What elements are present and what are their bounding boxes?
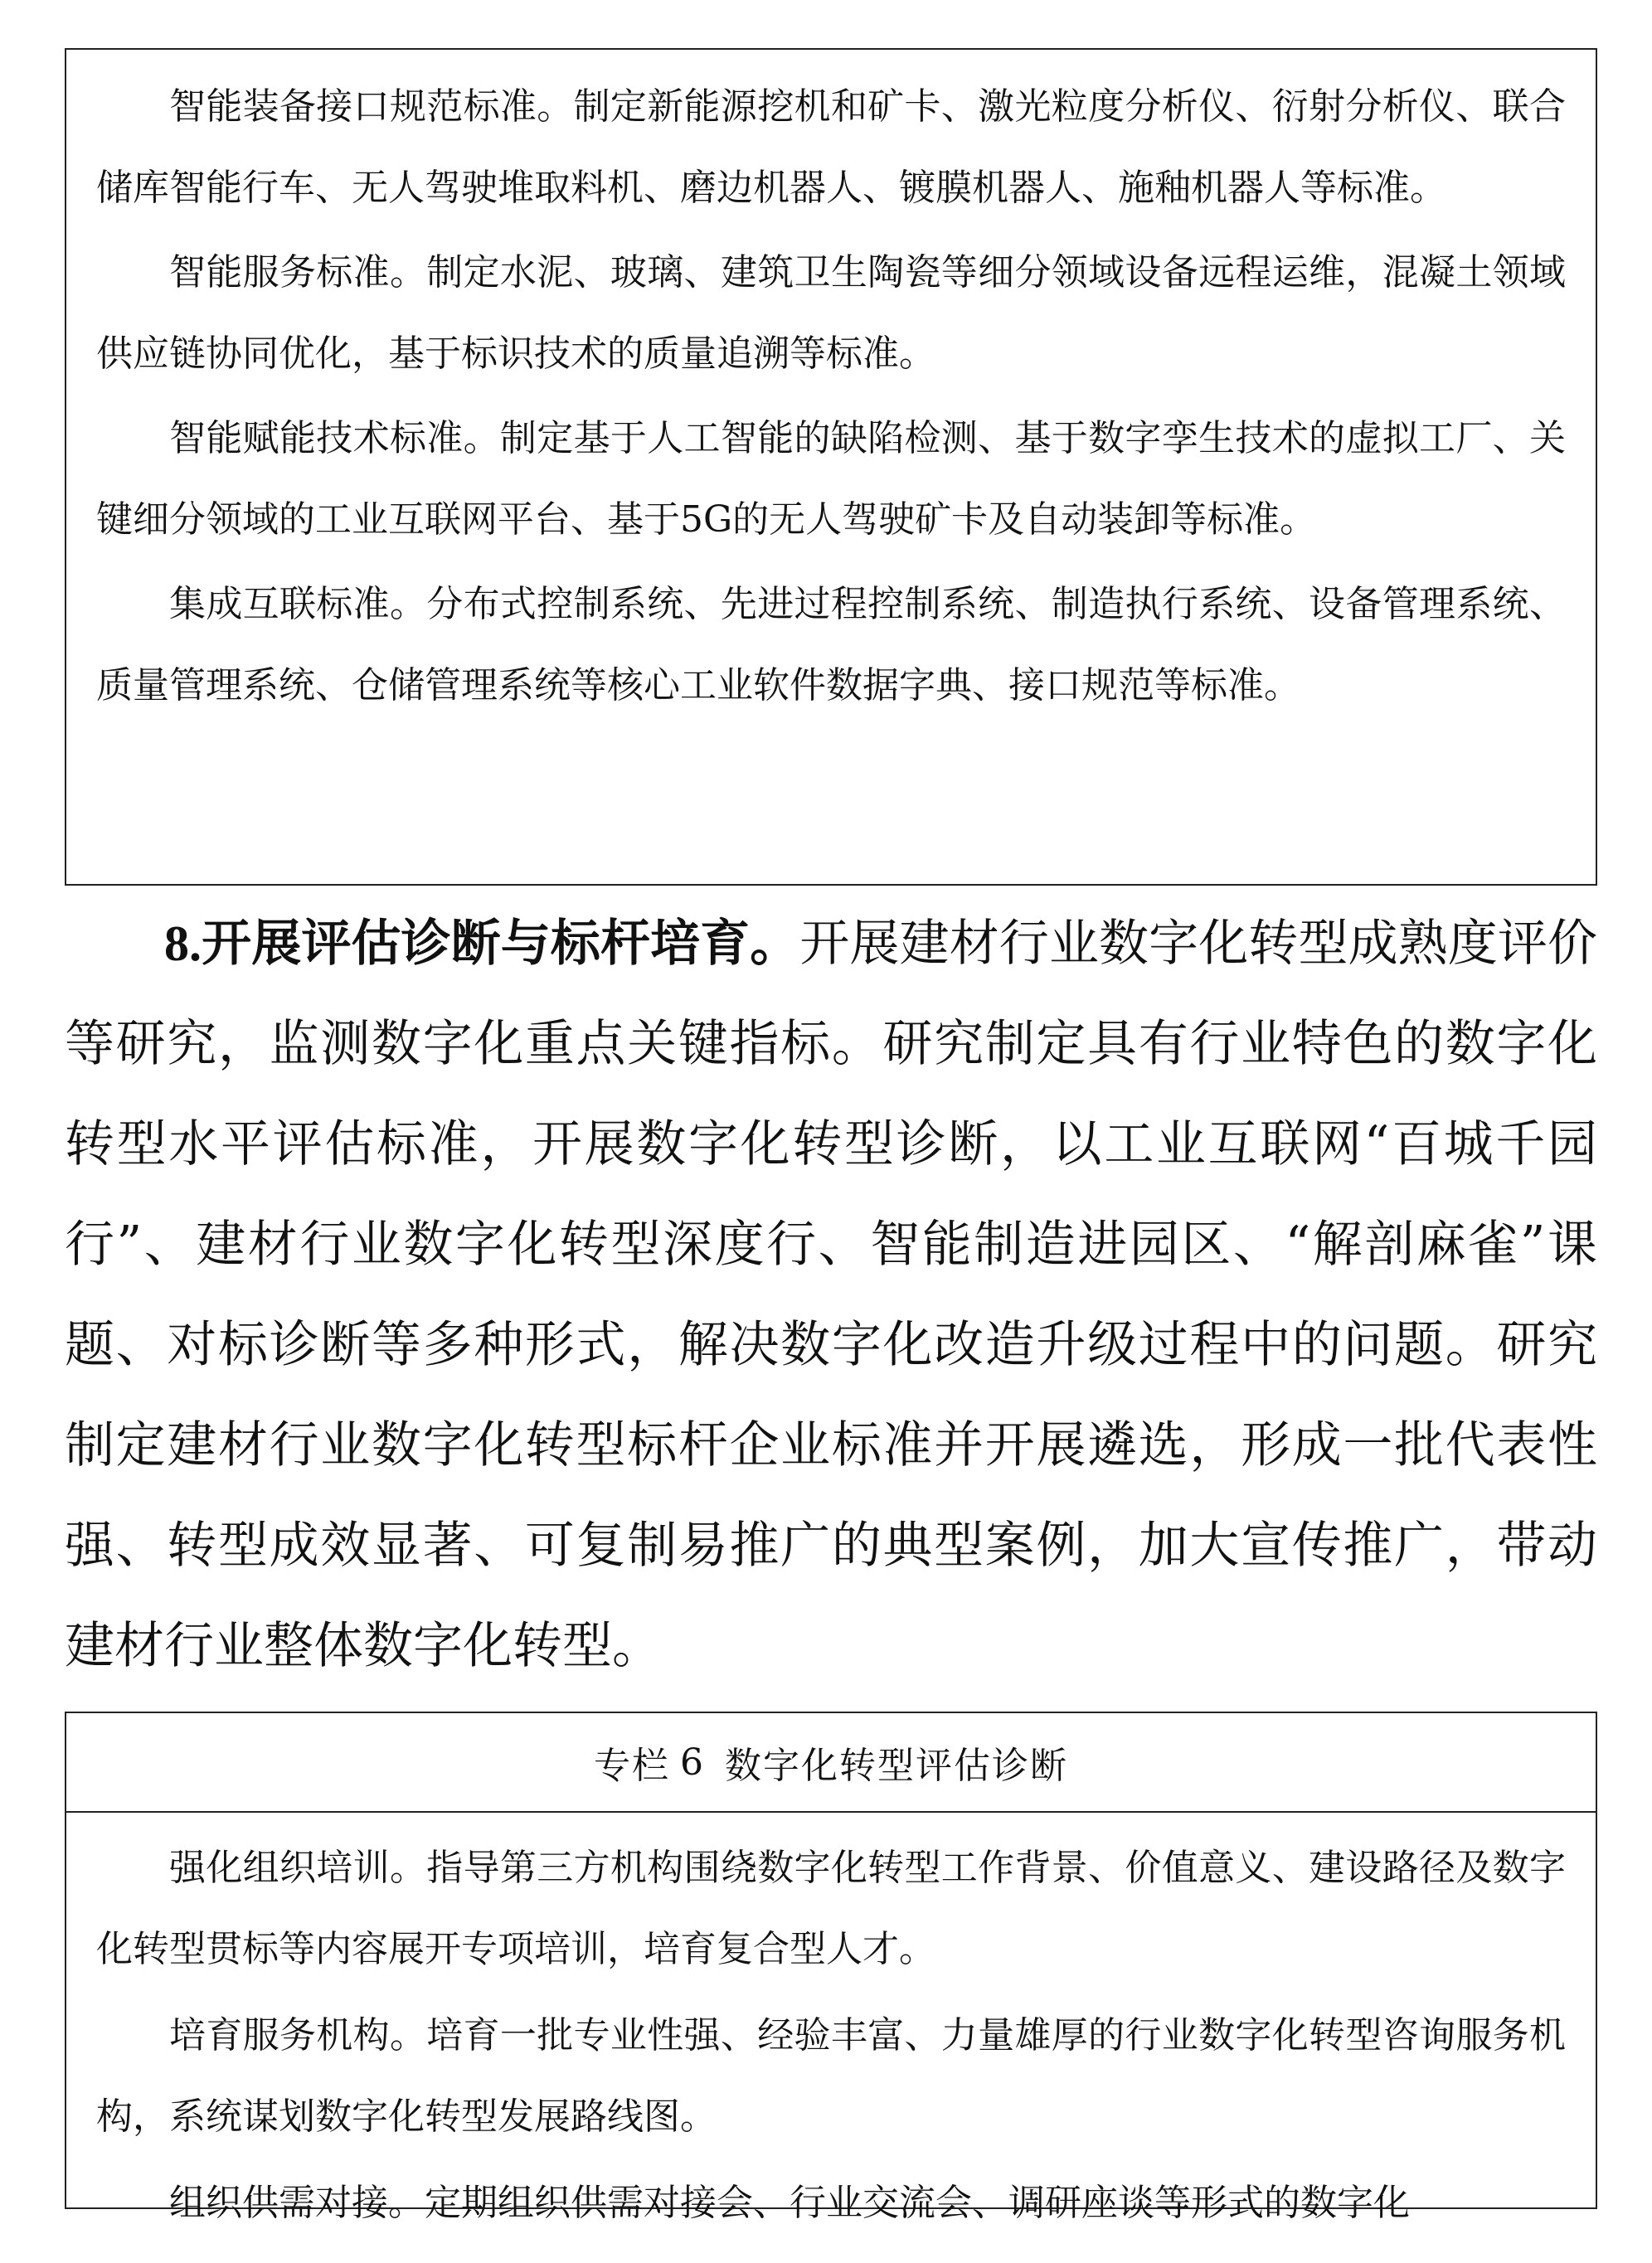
box-paragraph: 强化组织培训。指导第三方机构围绕数字化转型工作背景、价值意义、建设路径及数字化转型贯标等内容展开专项培训，培育复合型人才。 [96,1847,1566,1970]
box-paragraph: 组织供需对接。定期组织供需对接会、行业交流会、调研座谈等形式的数字化 [169,2182,1410,2224]
section-number: 8. [164,916,202,971]
section-8-heading [164,915,799,973]
box-paragraph: 智能装备接口规范标准。制定新能源挖机和矿卡、激光粒度分析仪、衍射分析仪、联合储库智能行车、无人驾驶堆取料机、磨边机器人、镀膜机器人、施釉机器人等标准。 [96,85,1566,209]
caption-title: 数字化转型评估诊断 [725,1745,1068,1787]
caption-number: 6 [680,1741,705,1784]
section-body: 开展建材行业数字化转型成熟度评价等研究，监测数字化重点关键指标。研究制定具有行业特色的数字化转型水平评估标准，开展数字化转型诊断，以工业互联网“百城千园行”、建材行业数字化转型深度行、智能制造进园区、“解剖麻雀”课题、对标诊断等多种形式，解决数字化改造升级过程中的问题。研究制定建材行业数字化转型标杆企业标准并开展遴选，形成一批代表性强、转型成效显著、可复制易推广的典型案例，加大宣传推广，带动建材行业整体数字化转型。 [65,915,1598,1675]
section-8-paragraph [65,894,1597,1697]
box-paragraph: 智能赋能技术标准。制定基于人工智能的缺陷检测、基于数字孪生技术的虚拟工厂、关键细分领域的工业互联网平台、基于5G的无人驾驶矿卡及自动装卸等标准。 [96,417,1566,541]
standards-box [65,48,1597,886]
column-box [65,1712,1597,2224]
box-paragraph: 智能服务标准。制定水泥、玻璃、建筑卫生陶瓷等细分领域设备远程运维，混凝土领域供应链协同优化，基于标识技术的质量追溯等标准。 [96,251,1566,375]
section-title: 开展评估诊断与标杆培育。 [202,915,800,973]
standards-box-content [66,50,1596,726]
box-paragraph: 培育服务机构。培育一批专业性强、经验丰富、力量雄厚的行业数字化转型咨询服务机构，系统谋划数字化转型发展路线图。 [96,2014,1566,2138]
column-box-content [66,1813,1596,2244]
column-caption [66,1713,1596,1813]
caption-prefix: 专栏 [594,1745,670,1787]
box-paragraph: 集成互联标准。分布式控制系统、先进过程控制系统、制造执行系统、设备管理系统、质量管理系统、仓储管理系统等核心工业软件数据字典、接口规范等标准。 [96,583,1566,707]
